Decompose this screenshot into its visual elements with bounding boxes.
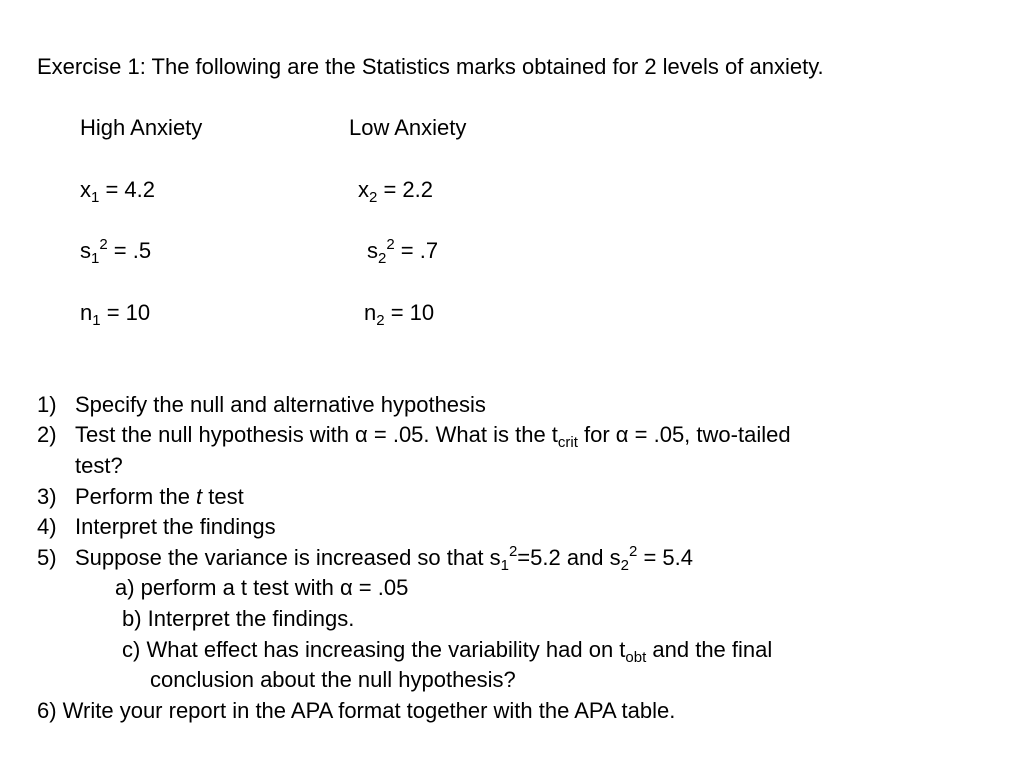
question-3-post: test <box>202 484 244 509</box>
low-anxiety-n <box>364 300 435 329</box>
n-subscript: 1 <box>92 312 101 329</box>
mean-subscript: 2 <box>369 189 378 206</box>
question-5b: b) Interpret the findings. <box>122 606 355 631</box>
question-6-text: 6) Write your report in the APA format together with the APA table. <box>37 698 676 723</box>
question-3-text <box>75 486 244 508</box>
s1-subscript: 1 <box>500 557 509 574</box>
variance-subscript: 2 <box>378 250 387 267</box>
high-anxiety-heading: High Anxiety <box>80 115 203 140</box>
mean-subscript: 1 <box>91 189 100 206</box>
t-crit-subscript: crit <box>557 434 578 451</box>
question-3-pre: Perform the <box>75 484 197 509</box>
variance-symbol: s <box>367 238 378 263</box>
question-2-part1: Test the null hypothesis with α = .05. What is the t <box>75 422 558 447</box>
question-2-continuation: test? <box>75 453 123 478</box>
s2-superscript: 2 <box>629 543 638 560</box>
question-4-text: Interpret the findings <box>75 514 276 539</box>
low-anxiety-mean <box>358 177 433 206</box>
question-5c-part1: c) What effect has increasing the variability had on t <box>122 637 626 662</box>
t-obt-subscript: obt <box>625 649 647 666</box>
question-4-number: 4) <box>37 514 57 539</box>
variance-value: = .5 <box>107 238 152 263</box>
mean-symbol: x <box>358 177 369 202</box>
question-3-number: 3) <box>37 484 57 509</box>
mean-value: = 2.2 <box>377 177 433 202</box>
exercise-title: Exercise 1: The following are the Statistics marks obtained for 2 levels of anxiety. <box>37 54 824 79</box>
n-symbol: n <box>364 300 377 325</box>
n-symbol: n <box>80 300 93 325</box>
question-2-text <box>75 422 791 451</box>
mean-symbol: x <box>80 177 91 202</box>
question-5-part3: = 5.4 <box>637 545 693 570</box>
question-1-number: 1) <box>37 392 57 417</box>
high-anxiety-mean <box>80 177 155 206</box>
question-5-part2: =5.2 and s <box>517 545 621 570</box>
variance-subscript: 1 <box>91 250 100 267</box>
question-5-text <box>75 543 693 574</box>
question-5c <box>122 637 773 666</box>
question-1-text: Specify the null and alternative hypothesis <box>75 392 486 417</box>
question-5c-part2: and the final <box>646 637 773 662</box>
low-anxiety-heading: Low Anxiety <box>349 115 467 140</box>
question-5-part1: Suppose the variance is increased so that s <box>75 545 501 570</box>
high-anxiety-n <box>80 300 151 329</box>
variance-superscript: 2 <box>386 236 395 253</box>
n-subscript: 2 <box>376 312 385 329</box>
mean-value: = 4.2 <box>99 177 155 202</box>
s2-subscript: 2 <box>620 557 629 574</box>
s1-superscript: 2 <box>508 543 518 560</box>
question-5c-continuation: conclusion about the null hypothesis? <box>150 667 516 692</box>
question-2-number: 2) <box>37 422 57 447</box>
variance-superscript: 2 <box>99 236 108 253</box>
low-anxiety-variance <box>367 236 439 267</box>
n-value: = 10 <box>384 300 435 325</box>
high-anxiety-variance <box>80 236 152 267</box>
n-value: = 10 <box>100 300 151 325</box>
question-5-number: 5) <box>37 545 57 570</box>
variance-symbol: s <box>80 238 91 263</box>
question-3-italic-t: t <box>196 484 203 509</box>
question-5a: a) perform a t test with α = .05 <box>115 575 409 600</box>
question-2-part2: for α = .05, two-tailed <box>577 422 791 447</box>
variance-value: = .7 <box>394 238 439 263</box>
